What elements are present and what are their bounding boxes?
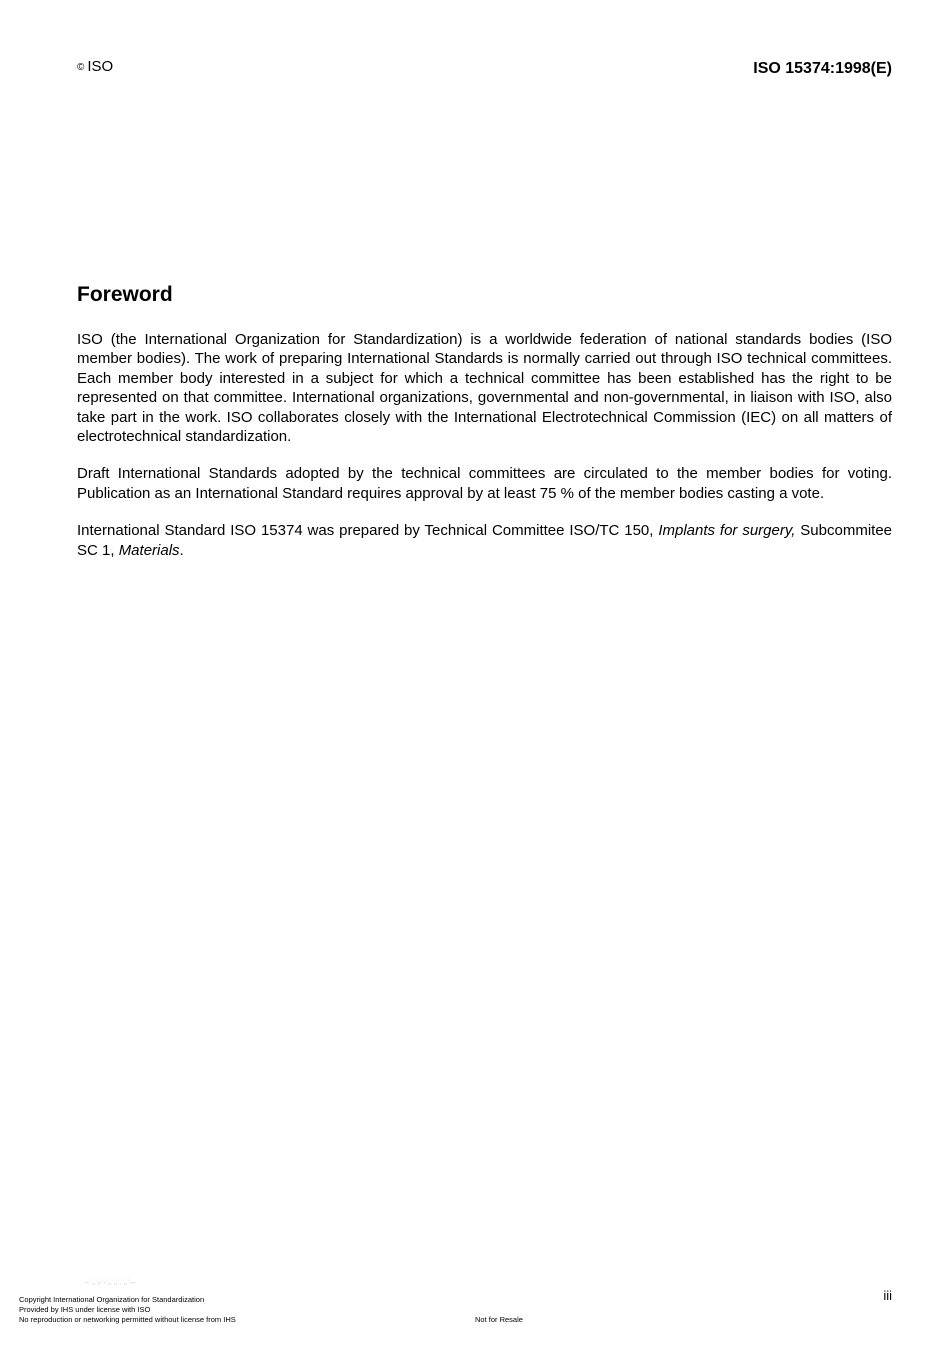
preparation-text-2: Subcommitee SC 1, (77, 522, 893, 559)
footer-copyright-notice (19, 1295, 236, 1325)
page-title: Foreword (77, 283, 173, 306)
copyright-symbol: © (77, 62, 85, 73)
foreword-body (77, 330, 892, 578)
header-standard-id: ISO 15374:1998(E) (753, 60, 892, 77)
paragraph-iso-overview: ISO (the International Organization for Standardization) is a worldwide federation of national standards bodies (ISO member bodies). The work of preparing International Standards is normally carried out through ISO technical committees. Each member body interested in a subject for which a technical committee has been established has the right to be represented on that committee. International organizations, governmental and non-governmental, in liaison with ISO, also take part in the work. ISO collaborates closely with the International Electrotechnical Commission (IEC) on all matters of electrotechnical standardization. (77, 331, 892, 446)
header-org: ISO (87, 58, 114, 75)
page-number: iii (883, 1288, 892, 1303)
footer-line-1: Copyright International Organization for Standardization (19, 1295, 205, 1304)
committee-title: Implants for surgery, (658, 522, 796, 540)
paragraph-draft-standards: Draft International Standards adopted by the technical committees are circulated to the member bodies for voting. Publication as an International Standard requires approval by at least 75 % of the member bodies casting a vote. (77, 465, 892, 502)
watermark-noise: --`,,`,-`-`,,`,,`,`,,`--- (85, 1280, 137, 1286)
preparation-text-1: International Standard ISO 15374 was prepared by Technical Committee ISO/TC 150, (77, 522, 659, 540)
subcommittee-title: Materials (118, 541, 180, 559)
footer-line-3: No reproduction or networking permitted without license from IHS (19, 1315, 236, 1324)
footer-line-2: Provided by IHS under license with ISO (19, 1305, 151, 1314)
preparation-text-3: . (179, 541, 184, 559)
paragraph-preparation (77, 521, 892, 560)
footer-not-for-resale: Not for Resale (475, 1315, 523, 1324)
header-copyright (77, 58, 113, 77)
